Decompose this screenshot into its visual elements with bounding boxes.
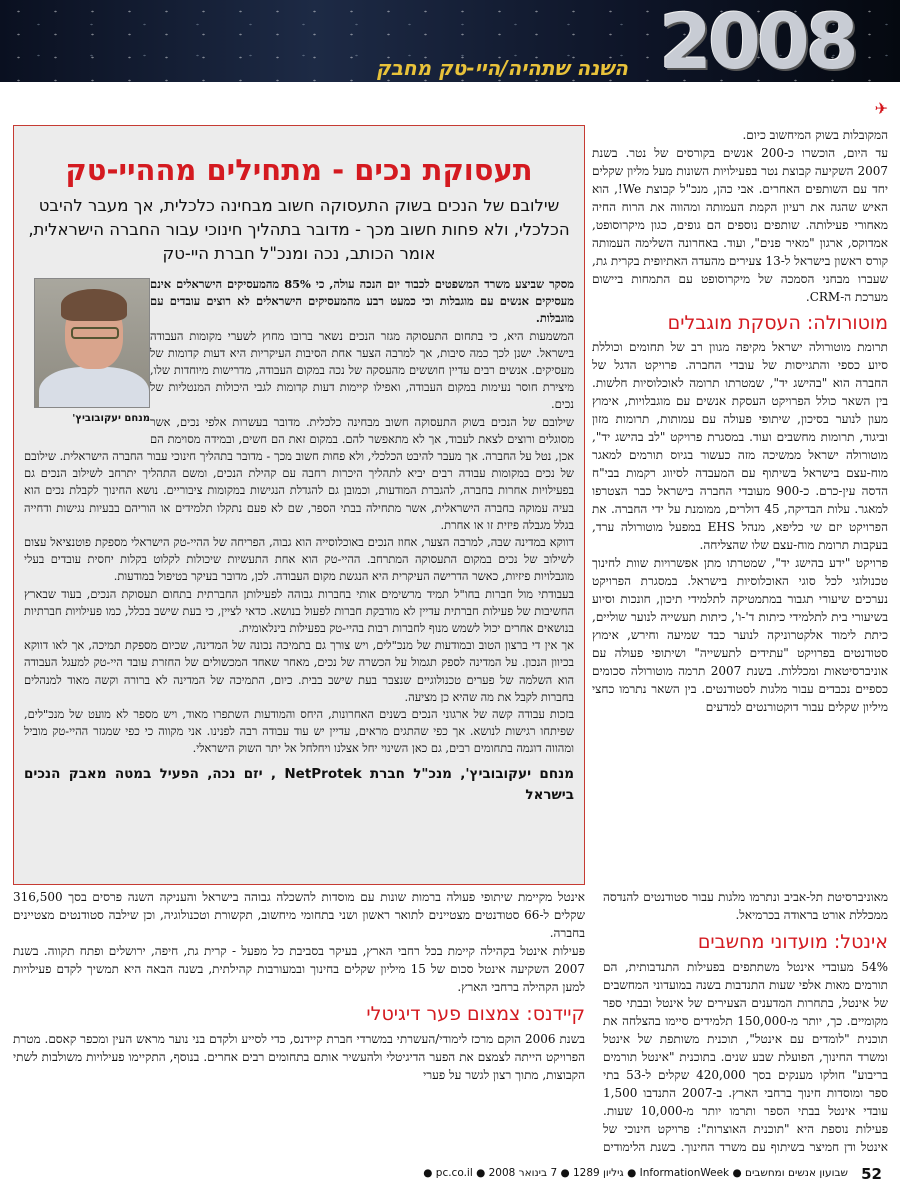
paragraph: בזכות עבודה קשה של ארגוני הנכים בשנים האחרונות, היחס והמודעות השתפרו מאוד, ויש מספר לא מועט של מנכ"לים, שפיתחו רגישות לנושא. אך כפי שהתגים מראים, עדיין יש עוד עבודה רבה לפנינו. אני מקווה כי כפי שמגזר ההיי-טק מוביל ומהווה דוגמה בתחומים רבים, גם כאן השינוי יחל אצלנו ויחלחל אל יתר השוק הישראלי. [24,707,574,756]
author-photo [34,278,150,427]
article-box [13,125,585,885]
section-title-intel: אינטל: מועדוני מחשבים [697,931,888,953]
photo-caption: מנחם יעקובוביץ' [72,413,150,424]
paragraph: המקובלות בשוק המיחשוב כיום. [742,128,888,142]
paragraph: אך אין די ברצון הטוב ובמודעות של מנכ"לים, ויש צורך גם בתמיכה נכונה של המדינה, שכיום מספקת תמיכה, אך לאו דווקא בכיוון הנכון. על המדינה לספק תגמול על הכשרה של נכים, מאחר שאחד המכשולים של החזרת עובד היי-טק למעגל העבודה הוא השלמה של פערים טכנולוגיים שנצבר בעת שישב בבית. כיום, התמיכה של המדינה לא ברורה וקשה מאוד למנהלים בחברות לקבל את מה שהיא כן מציעה. [24,638,574,704]
paragraph: דווקא במדינה שבה, למרבה הצער, אחוז הנכים באוכלוסייה הוא גבוה, הפריחה של ההיי-טק הישראלי מספקת פוטנציאל עצום לשילוב של נכים במקום התעסוקה המתרחב. ההיי-טק הוא אחת התעשיות שיכולות לקלוט בקלות יחסית עובדים בעלי מוגבלויות פיזיות, כאשר הדרישה העיקרית היא הנגשת מקום העבודה. לכן, מדובר בעיקר בטיפול במודעות. [24,535,574,584]
banner-year: 2008 [659,0,855,82]
section-title-cadence: קיידנס: צמצום פער דיגיטלי [366,1003,585,1025]
article-title: תעסוקת נכים - מתחילים מההיי-טק [65,153,533,187]
article-subtitle: שילובם של הנכים בשוק התעסוקה חשוב מבחינה כלכלית, אך מעבר להיבט הכלכלי, ולא פחות חשוב מכך - מדובר בתהליך חינוכי עבור החברה הישראלית, אומר הכותב, נכה ומנכ"ל חברת היי-טק [28,196,570,263]
article-byline: מנחם יעקובוביץ', מנכ"ל חברת NetProtek , יזם נכה, הפעיל במטה מאבק הנכים בישראל [24,765,574,803]
bottom-section [13,888,888,1158]
paragraph: בשנת 2006 הוקם מרכז לימודי/העשרתי במשרדי חברת קיידנס, כדי לסייע ולקדם בני נוער מראש העין ומכפר קאסם. מטרת הפרויקט הייתה לצמצם את הפער הדיגיטלי ולהעשיר אותם בתחומים רבים אחרים. בנוסף, התקיימו פעילויות משולבות לשתי הקבוצות, מתוך רצון לגשר על פערי [13,1032,585,1082]
page-number: 52 [861,1165,882,1183]
paragraph: בעבודתי מול חברות בחו"ל תמיד מרשימים אותי בחברות גבוהה לפעילותן החברתית בתחום תעסוקת הנכים, בעוד שבארץ החשיבות של פעילות חברתית עדיין לא מודבקת חברות לפעול בנושא. כדאי לציין, כי בעת שישב בכלל, כמו פעילויות חברתיות בנושאים אחרים יכול לשמש מנוף לחברות רבות בהיי-טק בפעילות בינלאומית. [24,586,574,636]
paragraph: שילובם של הנכים בשוק התעסוקה חשוב מבחינה כלכלית. מדובר בעשרות אלפי נכים, אשר מסוגלים ורוצים לצאת לעבוד, אך לא מתאפשר להם. במקום זאת הם חשים, ובמידה מסוימת הם אכן, נטל על החברה. אך מעבר להיבט הכלכלי, ולא פחות חשוב מכך - מדובר בתהליך חינוכי עבור החברה הישראלית. שילובם של נכים במקומות עבודה רבים יביא לתהליך היכרות רחבה עם קהילת הנכים, ומשם התהליך יתרחב לשילוב הנכים גם בפעילויות אחרות בחברה, להגברת המודעות, וכמובן גם להגדלת הנגישות במקומות ציבוריים. נושא החינוך לקבלת נכים הוא בעיה עמוקה בחברה הישראלית, אשר מתחילה בבתי הספר, שם לא פעם נתקלו תלמידים או הוריהם בבעיות נגישות ודחייה בגלל מגבלה פיזית זו או אחרת. [24,414,574,532]
paragraph: עד היום, הוכשרו כ-200 אנשים בקורסים של נטר. בשנת 2007 השקיעה קבוצת נטר בפעילויות השונות מעל מליון שקלים יחד עם השותפים האחרים. אבי כהן, מנכ"ל קבוצת We!, הוא האיש שהגה את רעיון הקמת העמותה ומהווה את הרוח החיה מאחורי פעילותה. שותפים נוספים הם גופים, כגון מיקרוסופט, אמדוקס, ארגון "מאיר פנים", ועוד. באחרונה השלימה העמותה קורס ראשון בישראל ל-13 צעירים מהעדה האתיופית בקרית גת, שעברו מבחני הסמכה של מיקרוסופט עם התמחות ביישום מערכת ה-CRM. [592,146,888,304]
article-intro: מסקר שביצע משרד המשפטים לכבוד יום הנכה עולה, כי 85% מהמעסיקים הישראלים אינם מעסיקים אנשים עם מוגבלות וכי כמעט רבע מהמעסיקים הישראלים לא רוצים עובדים עם מוגבלות. [150,277,575,326]
paragraph: פעילות אינטל בקהילה קיימת בכל רחבי הארץ, בעיקר בסביבת כל מפעל - קרית גת, חיפה, ירושלים ופתח תקווה. בשנת 2007 השקיעה אינטל סכום של 15 מיליון שקלים בחינוך ובמעורבות קהילתית, בשנה הבאה היא תמשיך לקדם פעילויות למען הקהילה ברחבי הארץ. [13,944,585,994]
article-body [24,276,574,806]
banner-subtitle: השנה שתהיה/היי-טק מחבק [375,56,628,80]
paragraph: 54% מעובדי אינטל משתתפים בפעילות התנדבותית, הם תורמים מאות אלפי שעות התנדבות בשנה במועדוני המחשבים של אינטל, בתחרות המדענים הצעירים של אינטל ובבתי ספר מקומיים. כך, יותר מ-150,000 תלמידים סיימו בהצלחה את תוכנית "לומדים עם אינטל", תוכנית משותפת של אינטל ומשרד החינוך, הפועלת שבע שנים. בתוכנית "אינטל תורמים בריבוע" חולקו מענקים בסך 420,000 שקלים ל-53 בתי ספר ומוסדות חינוך ברחבי הארץ. ב-2007 התנדבו 1,500 עובדי אינטל בבתי הספר ותרמו יותר מ-10,000 שעות. פעילות נוספת היא "תוכנית האוצרות": פרויקט חינוכי של אינטל ודן חמיצר בשיתוף עם משרד החינוך. בשנת הלימודים [603,960,888,1154]
bottom-right-column [603,888,888,1158]
paragraph: אינטל מקיימת שיתופי פעולה ברמות שונות עם מוסדות להשכלה גבוהה בישראל והעניקה השנה פרסים בסך 316,500 שקלים ל-66 סטודנטים מצטיינים לתואר ראשון ושני בתחומי מיחשוב, תקשורת וטכנולוגיה, וכן שילבה סטודנטים מצטיינים בחברה. [13,890,585,940]
header-banner [0,0,900,82]
portrait-image [34,278,150,408]
arrow-icon: ✈ [874,99,888,118]
page-footer [0,1165,900,1193]
paragraph: המשמעות היא, כי בתחום התעסוקה מגזר הנכים נשאר ברובו מחוץ לשערי מקומות העבודה בישראל. ישנן לכך כמה סיבות, אך למרבה הצער אחת הסיבות העיקריות היא דעות קדומות של מעסיקים. אנשים רבים עדיין חוששים מהעסקה של נכה במקום העבודה, מדרישות מיוחדות שלו, מיצירת חוסר נעימות במקום העבודה, ואפילו קיימות דעות קדומות לגבי היכולות המנטליות של נכים. [150,328,574,412]
right-column [592,126,888,886]
paragraph: תרומת מוטורולה ישראל מקיפה מגוון רב של תחומים וכוללת סיוע כספי והתגייסות של עובדי החברה. פרויקט הדגל של החברה הוא "בהישג יד", שמטרתו תרומה לאוכלוסיות חלשות. בין השאר כולל הפרויקט העסקת אנשים עם מוגבלויות, אימוץ מעון לנוער בסיכון, שיתופי פעולה עם עמותות, תרומות מזון וביגוד, תרומות מחשבים ועוד. במסגרת פרויקט "לב בהישג יד", מוטורולה ישראל ממשיכה מזה כעשור בגיוס תורמים למאגר מוח-עצם בישראל בשיתוף עם המעבדה לסיווג רקמות בבי"ח הדסה עין-כרם. כ-900 מעובדי החברה בישראל כבר הצטרפו למאגר. עלות הבדיקה, 45 דולרים, ממומנת על ידי החברה. את הפרויקט יזם שי כליפא, מנהל EHS במפעל מוטורולה ערד, בעקבות תרומת מוח-עצם שלו שהצליחה. [592,340,888,552]
section-title-motorola: מוטורולה: העסקת מוגבלים [667,312,888,334]
paragraph: מאוניברסיטת תל-אביב ונתרמו מלגות עבור סטודנטים להנדסה ממכללת אורט בראודה בכרמיאל. [603,890,888,922]
paragraph: פרויקט "ידע בהישג יד", שמטרתו מתן אפשרויות שוות לחינוך טכנולוגי לכל סוגי האוכלוסיות בישראל. במסגרת הפרויקט נערכים שיעורי תגבור במתמטיקה לתלמידי תיכון, חונכות וסיוע בשיעורי בית לתלמידי כיתות ד'-ו', כיתות תעשייה לנוער שוליים, כיתת לימוד אלקטרוניקה לנוער כבד שמיעה וחירש, אימוץ סטודנטים בפרויקט "עתידים לתעשייה" ושיתופי פעולה עם אוניברסיטאות ומכללות. בשנת 2007 תרמה מוטורולה סכומים כספיים נכבדים עבור מלגות לסטודנטים. בין השאר נתרמו כחצי מיליון שקלים עבור דוקטורנטים למדעים [592,556,888,714]
footer-text: שבועון אנשים ומחשבים ● InformationWeek ● גיליון 1289 ● 7 בינואר 2008 ● pc.co.il ● [423,1167,848,1179]
bottom-left-column [13,888,585,1158]
